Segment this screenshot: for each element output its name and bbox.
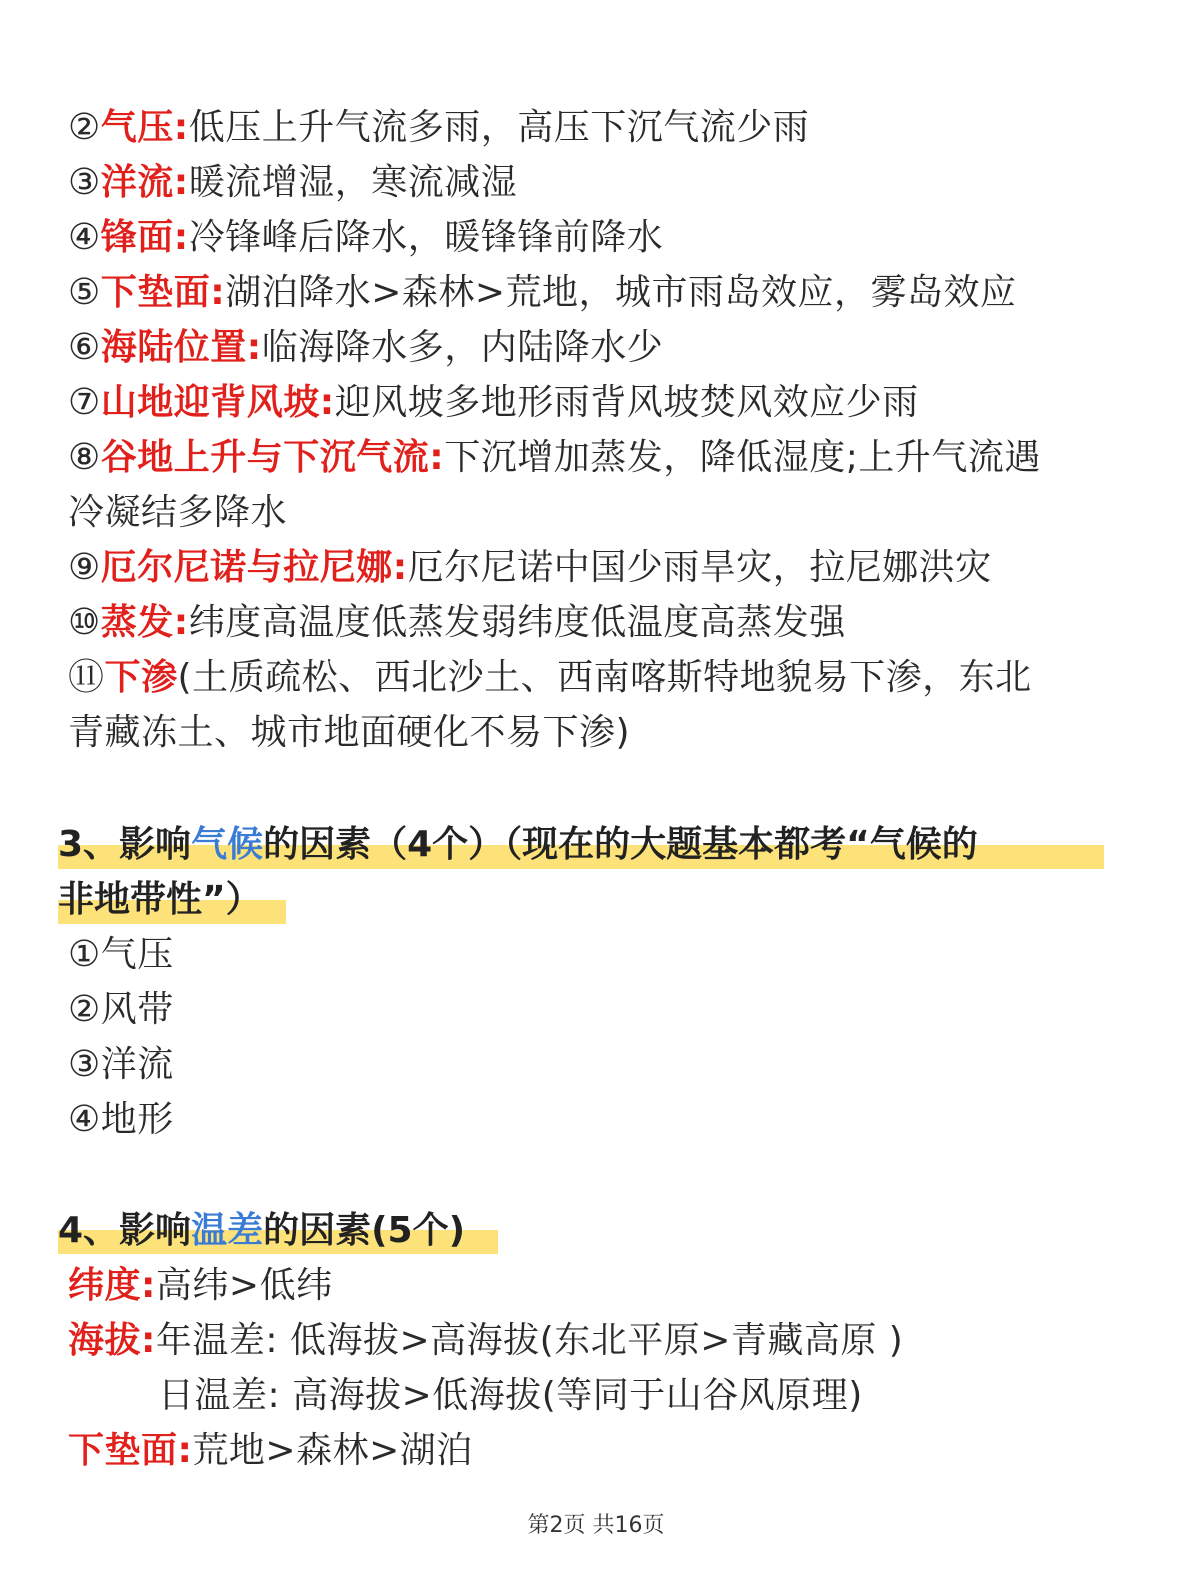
factor-item-continuation: 冷凝结多降水 xyxy=(68,492,288,533)
temperature-factor: 海拔:年温差: 低海拔>高海拔(东北平原>青藏高原 ) xyxy=(68,1320,904,1361)
page-number: 第2页 共16页 xyxy=(527,1513,665,1538)
factor-item: ⑪下渗(土质疏松、西北沙土、西南喀斯特地貌易下渗，东北 xyxy=(68,657,1032,698)
section-4-heading: 4、影响温差的因素(5个) xyxy=(58,1210,466,1251)
factor-item: ⑨厄尔尼诺与拉尼娜:厄尔尼诺中国少雨旱灾，拉尼娜洪灾 xyxy=(68,547,992,588)
climate-factor: ①气压 xyxy=(68,934,174,975)
climate-factor: ③洋流 xyxy=(68,1044,174,1085)
factor-item: ⑤下垫面:湖泊降水>森林>荒地，城市雨岛效应，雾岛效应 xyxy=(68,272,1017,313)
factor-item-continuation: 青藏冻土、城市地面硬化不易下渗) xyxy=(68,712,631,753)
factor-item: ⑦山地迎背风坡:迎风坡多地形雨背风坡焚风效应少雨 xyxy=(68,382,919,423)
temperature-factor-sub: 日温差: 高海拔>低海拔(等同于山谷风原理) xyxy=(158,1375,863,1416)
factor-item: ④锋面:冷锋峰后降水，暖锋锋前降水 xyxy=(68,217,664,258)
climate-factor: ②风带 xyxy=(68,989,174,1030)
climate-factor: ④地形 xyxy=(68,1099,174,1140)
section-3-heading-continuation: 非地带性”） xyxy=(58,879,262,920)
section-3-heading: 3、影响气候的因素（4个）（现在的大题基本都考“气候的 xyxy=(58,824,978,865)
factor-item: ③洋流:暖流增湿，寒流减湿 xyxy=(68,162,518,203)
factor-item: ②气压:低压上升气流多雨，高压下沉气流少雨 xyxy=(68,107,810,148)
factor-item: ⑩蒸发:纬度高温度低蒸发弱纬度低温度高蒸发强 xyxy=(68,602,846,643)
factor-item: ⑧谷地上升与下沉气流:下沉增加蒸发，降低湿度;上升气流遇 xyxy=(68,437,1041,478)
temperature-factor: 下垫面:荒地>森林>湖泊 xyxy=(68,1430,473,1471)
temperature-factor: 纬度:高纬>低纬 xyxy=(68,1265,333,1306)
factor-item: ⑥海陆位置:临海降水多，内陆降水少 xyxy=(68,327,664,368)
